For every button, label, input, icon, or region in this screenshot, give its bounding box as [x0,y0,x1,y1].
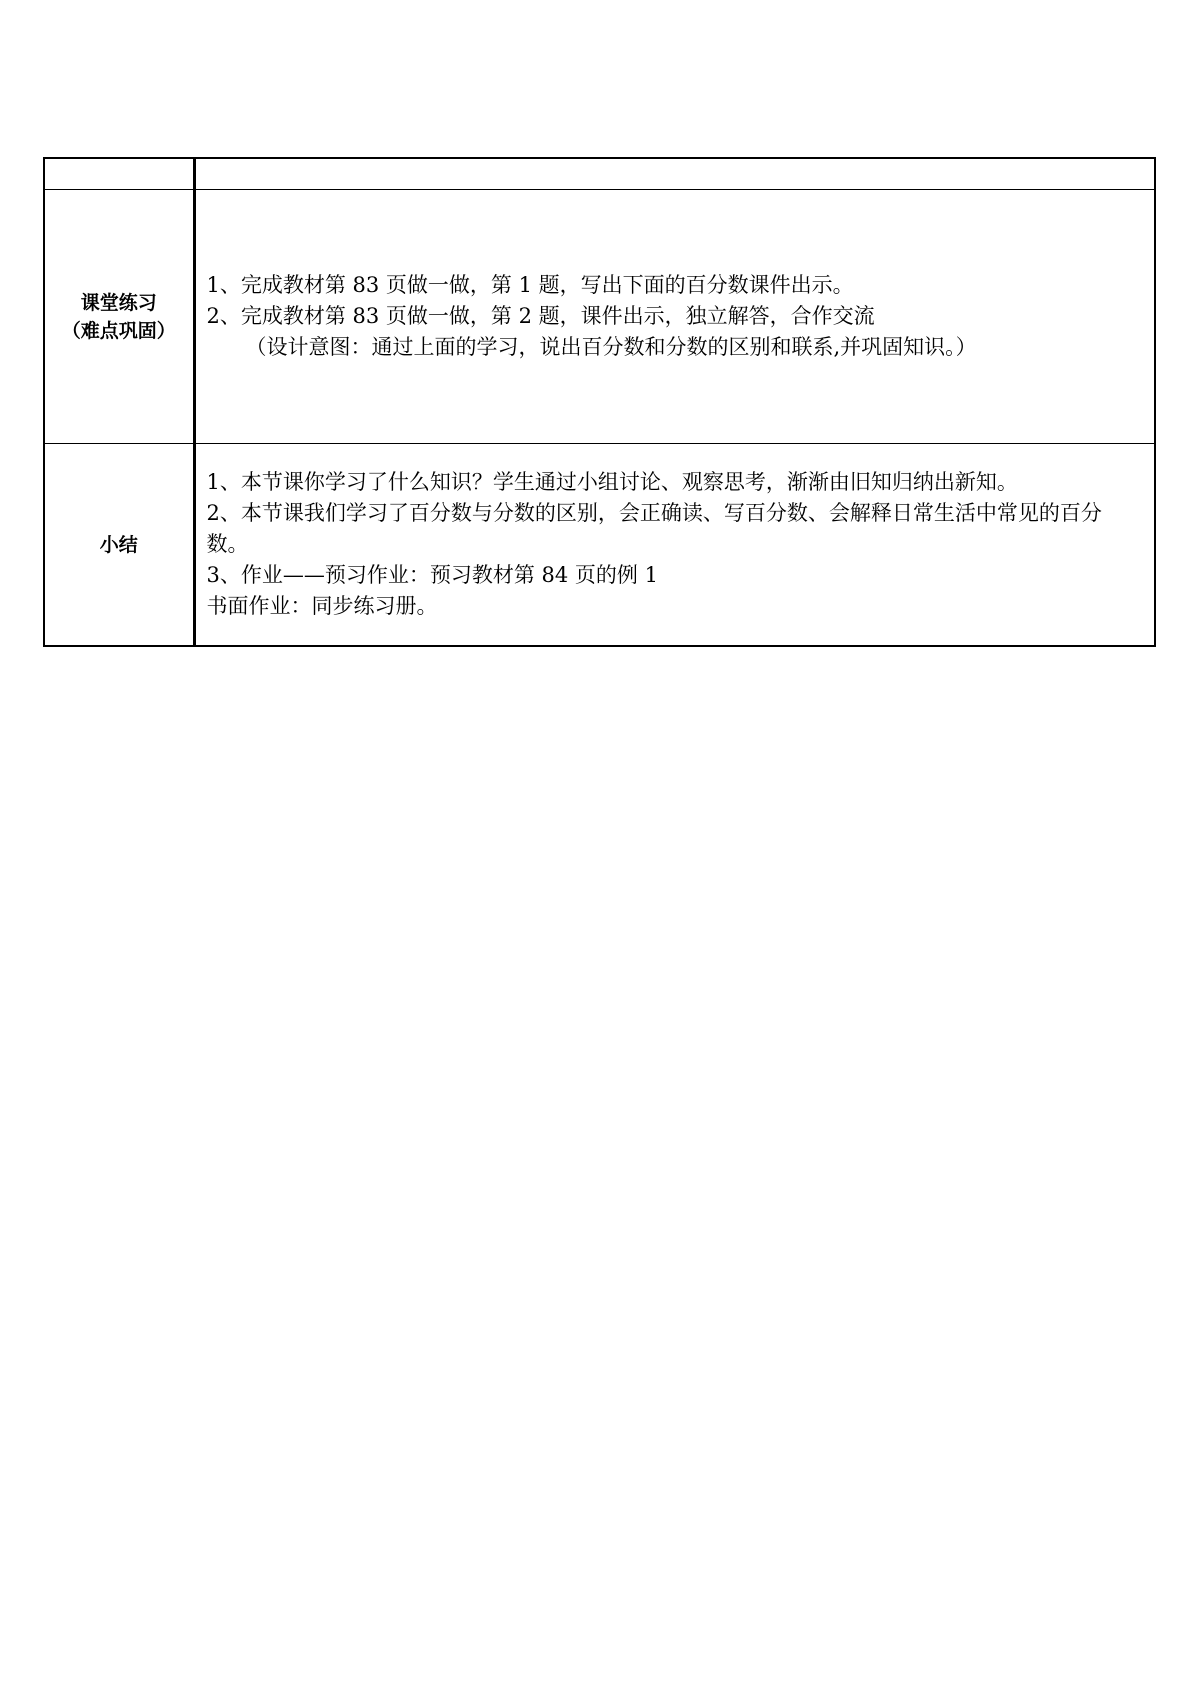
table-row-summary [44,444,1155,647]
summary-item-4: 书面作业：同步练习册。 [206,594,438,618]
header-content-cell [194,158,1155,190]
summary-label-cell: 小结 [44,444,194,647]
summary-content-cell [194,444,1155,647]
practice-item-1: 1、完成教材第 83 页做一做，第 1 题，写出下面的百分数课件出示。 [206,273,854,297]
lesson-plan-table [43,157,1156,647]
practice-label-cell [44,190,194,444]
summary-item-2: 2、本节课我们学习了百分数与分数的区别，会正确读、写百分数、会解释日常生活中常见的百分数。 [206,501,1102,556]
table-row-header [44,158,1155,190]
practice-content-cell [194,190,1155,444]
practice-design-intent: （设计意图：通过上面的学习，说出百分数和分数的区别和联系,并巩固知识。） [245,335,977,359]
header-label-cell [44,158,194,190]
summary-item-3: 3、作业——预习作业：预习教材第 84 页的例 1 [206,563,658,587]
practice-label-title: 课堂练习 [80,291,157,314]
practice-label-subtitle: （难点巩固） [61,319,176,342]
table-row-practice [44,190,1155,444]
practice-item-2: 2、完成教材第 83 页做一做，第 2 题，课件出示，独立解答，合作交流 [206,304,875,328]
summary-item-1: 1、本节课你学习了什么知识？学生通过小组讨论、观察思考，渐渐由旧知归纳出新知。 [206,470,1018,494]
